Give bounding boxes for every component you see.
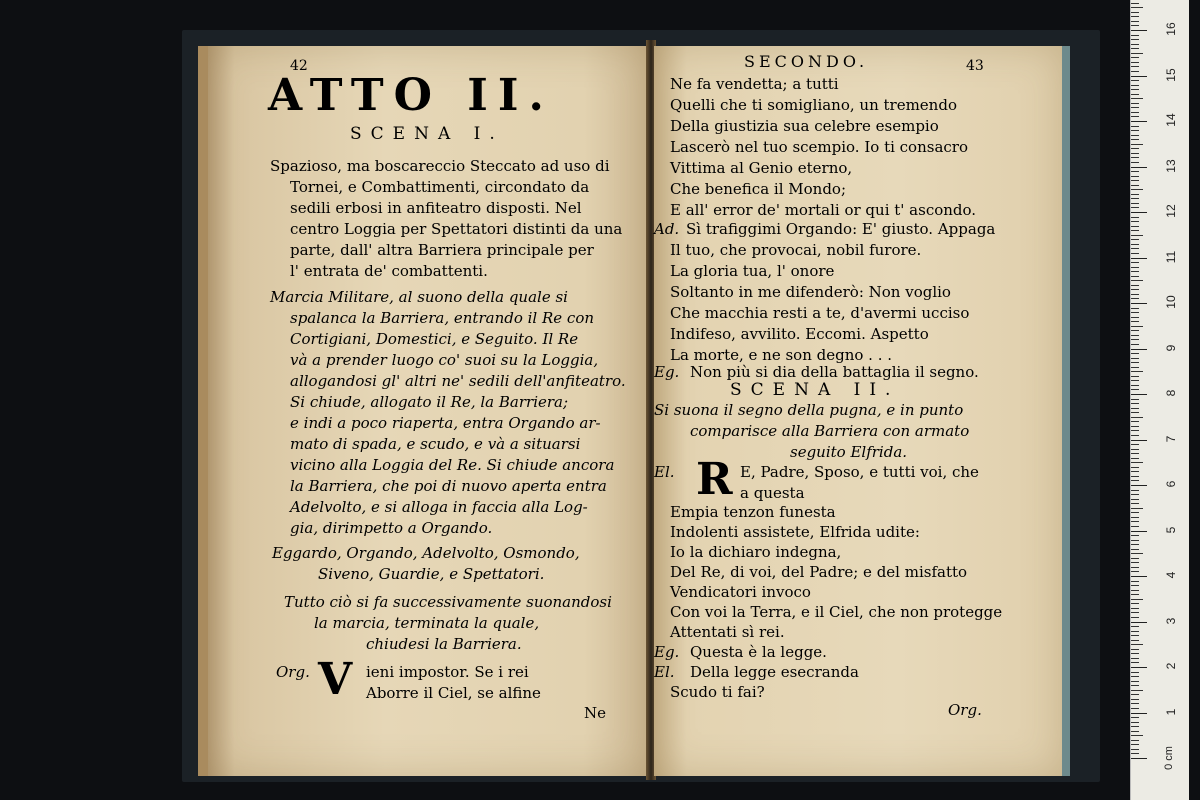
ruler-tick [1131,485,1147,486]
text-line: Della giustizia sua celebre esempio [670,117,939,135]
ruler-tick [1131,198,1139,199]
ruler-tick [1131,367,1139,368]
ruler-tick [1131,12,1139,13]
ruler-tick [1131,753,1139,754]
ruler-tick [1131,408,1139,409]
ruler-tick [1131,85,1139,86]
ruler-number: 10 [1164,295,1178,309]
ruler-tick [1131,185,1139,186]
ruler-tick [1131,230,1139,231]
ruler-tick [1131,467,1139,468]
text-line: la Barriera, che poi di nuovo aperta entra [290,477,607,495]
text-line: Che macchia resti a te, d'avermi ucciso [670,304,970,322]
ruler-tick [1131,558,1139,559]
ruler-tick [1131,540,1139,541]
ruler-tick [1131,189,1143,190]
ruler-number: 12 [1164,204,1178,218]
ruler-tick [1131,344,1139,345]
ruler-tick [1131,622,1147,623]
ruler-tick [1131,531,1147,532]
ruler-tick [1131,235,1143,236]
ruler-tick [1131,726,1139,727]
ruler-unit-label: 0 cm [1162,746,1175,770]
ruler-tick [1131,244,1139,245]
text-line: Tornei, e Combattimenti, circondato da [290,178,590,196]
text-line: parte, dall' altra Barriera principale per [290,241,594,259]
ruler-tick [1131,581,1139,582]
ruler-tick [1131,394,1147,395]
ruler-number: 15 [1164,67,1178,82]
ruler-tick [1131,16,1139,17]
ruler-tick [1131,317,1139,318]
ruler-tick [1131,103,1139,104]
ruler-tick [1131,139,1139,140]
ruler-tick [1131,80,1139,81]
ruler-tick [1131,690,1143,691]
ruler-tick [1131,294,1139,295]
ruler-tick [1131,76,1147,77]
ruler-tick [1131,207,1139,208]
ruler-tick [1131,248,1139,249]
ruler-number: 11 [1164,250,1178,263]
ruler-tick [1131,358,1139,359]
ruler-tick [1131,71,1139,72]
text-line: Si suona il segno della pugna, e in punto [654,401,964,419]
ruler-tick [1131,53,1143,54]
text-line: Con voi la Terra, e il Ciel, che non protegge [670,603,1003,621]
text-line: e indi a poco riaperta, entra Orgando ar- [290,414,601,432]
ruler-tick [1131,571,1139,572]
ruler-tick [1131,440,1147,441]
ruler-tick [1131,21,1139,22]
ruler-tick [1131,303,1147,304]
text-line: Empia tenzon funesta [670,503,836,521]
ruler-tick [1131,258,1147,259]
ruler-tick [1131,640,1139,641]
ruler-tick [1131,576,1147,577]
ruler-tick [1131,66,1139,67]
ruler-tick [1131,512,1139,513]
text-line: sedili erbosi in anfiteatro disposti. Nel [290,199,582,217]
ruler-tick [1131,549,1139,550]
ruler-tick [1131,608,1139,609]
text-line: Il tuo, che provocai, nobil furore. [670,241,922,259]
ruler-tick [1131,562,1139,563]
ruler-tick [1131,280,1143,281]
ruler-tick [1131,167,1147,168]
ruler-tick [1131,112,1139,113]
ruler-tick [1131,458,1139,459]
text-line: Ne fa vendetta; a tutti [670,75,839,93]
ruler-tick [1131,740,1139,741]
ruler-tick [1131,471,1139,472]
drop-capital: R [696,454,733,505]
text-line: Vendicatori invoco [670,583,811,601]
ruler-tick [1131,30,1147,31]
text-line: Indifeso, avvilito. Eccomi. Aspetto [670,325,929,343]
ruler-tick [1131,276,1139,277]
ruler-tick [1131,699,1139,700]
ruler-tick [1131,226,1139,227]
ruler-tick [1131,635,1139,636]
ruler-tick [1131,126,1139,127]
ruler-tick [1131,335,1139,336]
ruler-tick [1131,426,1139,427]
ruler-tick [1131,708,1139,709]
act-title: ATTO II. [268,70,554,121]
ruler-tick [1131,685,1139,686]
ruler-tick [1131,667,1147,668]
ruler-tick [1131,517,1139,518]
speaker-label: Eg. [654,363,680,381]
ruler-tick [1131,89,1139,90]
ruler-tick [1131,526,1139,527]
text-line: Della legge esecranda [690,663,859,681]
ruler-number: 5 [1164,526,1178,533]
text-line: seguito Elfrida. [790,443,908,461]
text-line: allogandosi gl' altri ne' sedili dell'anfiteatro. [290,372,626,390]
ruler-tick [1131,449,1139,450]
ruler-tick [1131,212,1147,213]
ruler-tick [1131,412,1139,413]
ruler-tick [1131,421,1139,422]
text-line: comparisce alla Barriera con armato [690,422,970,440]
ruler-tick [1131,417,1143,418]
speaker-label: El. [654,463,675,481]
ruler-tick [1131,62,1139,63]
ruler-tick [1131,617,1139,618]
speaker-label: El. [654,663,675,681]
text-line: Marcia Militare, al suono della quale si [270,288,568,306]
ruler-tick [1131,453,1139,454]
ruler-tick [1131,603,1139,604]
ruler-tick [1131,480,1139,481]
text-line: Scudo ti fai? [670,683,765,701]
text-line: La gloria tua, l' onore [670,262,835,280]
ruler-tick [1131,7,1143,8]
ruler-tick [1131,289,1139,290]
text-line: Vittima al Genio eterno, [670,159,853,177]
ruler-tick [1131,98,1143,99]
ruler-tick [1131,535,1139,536]
ruler-tick [1131,285,1139,286]
ruler-tick [1131,749,1139,750]
text-line: Lascerò nel tuo scempio. Io ti consacro [670,138,968,156]
ruler-tick [1131,376,1139,377]
ruler-tick [1131,658,1139,659]
drop-capital: V [318,654,353,705]
text-line: centro Loggia per Spettatori distinti da una [290,220,623,238]
left-page-number: 42 [290,58,308,74]
ruler-tick [1131,94,1139,95]
text-line: E, Padre, Sposo, e tutti voi, che [740,463,979,481]
text-line: Adelvolto, e si alloga in faccia alla Log- [290,498,588,516]
ruler-tick [1131,662,1139,663]
ruler-tick [1131,476,1139,477]
speaker-label: Org. [276,663,310,681]
ruler-tick [1131,44,1139,45]
ruler-tick [1131,35,1139,36]
scene-heading-2: SCENA II. [730,380,900,400]
ruler-number: 13 [1164,158,1178,173]
text-line: Questa è la legge. [690,643,827,661]
ruler-tick [1131,308,1139,309]
text-line: Attentati sì rei. [670,623,785,641]
ruler-number: 3 [1164,617,1178,624]
ruler-tick [1131,262,1139,263]
ruler-tick [1131,3,1139,4]
text-line: Eggardo, Orgando, Adelvolto, Osmondo, [272,544,580,562]
ruler-tick [1131,130,1139,131]
ruler-number: 8 [1164,389,1178,397]
ruler-tick [1131,567,1139,568]
ruler-tick [1131,217,1139,218]
ruler-tick [1131,521,1139,522]
speaker-label: Ad. [654,220,680,238]
text-line: vicino alla Loggia del Re. Si chiude ancora [290,456,615,474]
ruler-tick [1131,380,1139,381]
ruler-tick [1131,758,1147,759]
running-head: SECONDO. [744,52,869,71]
ruler-number: 7 [1164,435,1178,442]
ruler-tick [1131,703,1139,704]
text-line: Quelli che ti somigliano, un tremendo [670,96,957,114]
text-line: Tutto ciò si fa successivamente suonandosi [284,593,612,611]
ruler-tick [1131,48,1139,49]
ruler-number: 6 [1164,480,1178,488]
text-line: Soltanto in me difenderò: Non voglio [670,283,951,301]
ruler-tick [1131,590,1139,591]
ruler-tick [1131,239,1139,240]
right-page-number: 43 [966,58,984,74]
text-line: ieni impostor. Se i rei [366,663,529,681]
text-line: a questa [740,484,805,502]
text-line: chiudesi la Barriera. [366,635,522,653]
ruler-tick [1131,153,1139,154]
ruler-tick [1131,744,1139,745]
ruler-tick [1131,339,1139,340]
ruler-tick [1131,503,1139,504]
measurement-ruler [1130,0,1189,800]
ruler-tick [1131,203,1139,204]
text-line: Sì trafiggimi Orgando: E' giusto. Appaga [686,220,996,238]
ruler-tick [1131,353,1139,354]
ruler-tick [1131,221,1139,222]
speaker-label: Eg. [654,643,680,661]
text-line: La morte, e ne son degno . . . [670,346,893,364]
ruler-tick [1131,713,1147,714]
catchword: Ne [584,704,607,722]
ruler-tick [1131,162,1139,163]
ruler-tick [1131,312,1139,313]
catchword: Org. [948,701,982,719]
ruler-tick [1131,544,1139,545]
ruler-tick [1131,298,1139,299]
ruler-tick [1131,330,1139,331]
text-line: Indolenti assistete, Elfrida udite: [670,523,920,541]
ruler-tick [1131,385,1139,386]
ruler-tick [1131,403,1139,404]
ruler-tick [1131,494,1139,495]
text-line: Del Re, di voi, del Padre; e del misfatto [670,563,968,581]
text-line: Che benefica il Mondo; [670,180,847,198]
ruler-tick [1131,681,1139,682]
ruler-number: 4 [1164,571,1178,579]
ruler-tick [1131,626,1139,627]
ruler-tick [1131,644,1143,645]
text-line: mato di spada, e scudo, e và a situarsi [290,435,581,453]
ruler-tick [1131,553,1143,554]
ruler-tick [1131,649,1139,650]
ruler-tick [1131,107,1139,108]
scene-heading-1: SCENA I. [350,124,504,144]
ruler-tick [1131,444,1139,445]
text-line: Non più si dia della battaglia il segno. [690,363,979,381]
ruler-tick [1131,399,1139,400]
ruler-tick [1131,631,1139,632]
ruler-tick [1131,176,1139,177]
ruler-tick [1131,585,1139,586]
ruler-tick [1131,371,1143,372]
ruler-tick [1131,267,1139,268]
text-line: Si chiude, allogato il Re, la Barriera; [290,393,569,411]
text-line: gia, dirimpetto a Orgando. [290,519,493,537]
ruler-tick [1131,676,1139,677]
ruler-tick [1131,599,1143,600]
ruler-number: 16 [1164,22,1178,36]
ruler-number: 2 [1164,662,1178,670]
ruler-tick [1131,135,1139,136]
ruler-tick [1131,717,1139,718]
ruler-tick [1131,722,1139,723]
ruler-tick [1131,430,1139,431]
ruler-tick [1131,508,1143,509]
ruler-tick [1131,612,1139,613]
ruler-tick [1131,735,1143,736]
ruler-tick [1131,435,1139,436]
ruler-number: 1 [1164,708,1178,715]
ruler-tick [1131,253,1139,254]
ruler-tick [1131,672,1139,673]
text-line: l' entrata de' combattenti. [290,262,488,280]
ruler-tick [1131,389,1139,390]
ruler-tick [1131,490,1139,491]
text-line: la marcia, terminata la quale, [314,614,540,632]
text-line: spalanca la Barriera, entrando il Re con [290,309,595,327]
ruler-tick [1131,121,1147,122]
text-line: Io la dichiaro indegna, [670,543,842,561]
ruler-tick [1131,653,1139,654]
ruler-tick [1131,157,1139,158]
ruler-tick [1131,462,1143,463]
ruler-tick [1131,499,1139,500]
text-line: E all' error de' mortali or qui t' ascondo. [670,201,977,219]
ruler-tick [1131,57,1139,58]
ruler-tick [1131,694,1139,695]
ruler-tick [1131,321,1139,322]
ruler-tick [1131,180,1139,181]
text-line: Aborre il Ciel, se alfine [366,684,541,702]
ruler-tick [1131,349,1147,350]
ruler-number: 9 [1164,344,1178,351]
ruler-number: 14 [1164,113,1178,127]
ruler-tick [1131,116,1139,117]
ruler-tick [1131,144,1143,145]
text-line: Spazioso, ma boscareccio Steccato ad uso di [270,157,610,175]
text-line: Siveno, Guardie, e Spettatori. [318,565,545,583]
ruler-tick [1131,194,1139,195]
ruler-tick [1131,25,1139,26]
text-line: và a prender luogo co' suoi su la Loggia, [290,351,599,369]
ruler-tick [1131,148,1139,149]
ruler-tick [1131,326,1143,327]
ruler-tick [1131,271,1139,272]
ruler-tick [1131,731,1139,732]
ruler-tick [1131,594,1139,595]
ruler-tick [1131,39,1139,40]
text-line: Cortigiani, Domestici, e Seguito. Il Re [290,330,579,348]
ruler-tick [1131,171,1139,172]
ruler-tick [1131,362,1139,363]
